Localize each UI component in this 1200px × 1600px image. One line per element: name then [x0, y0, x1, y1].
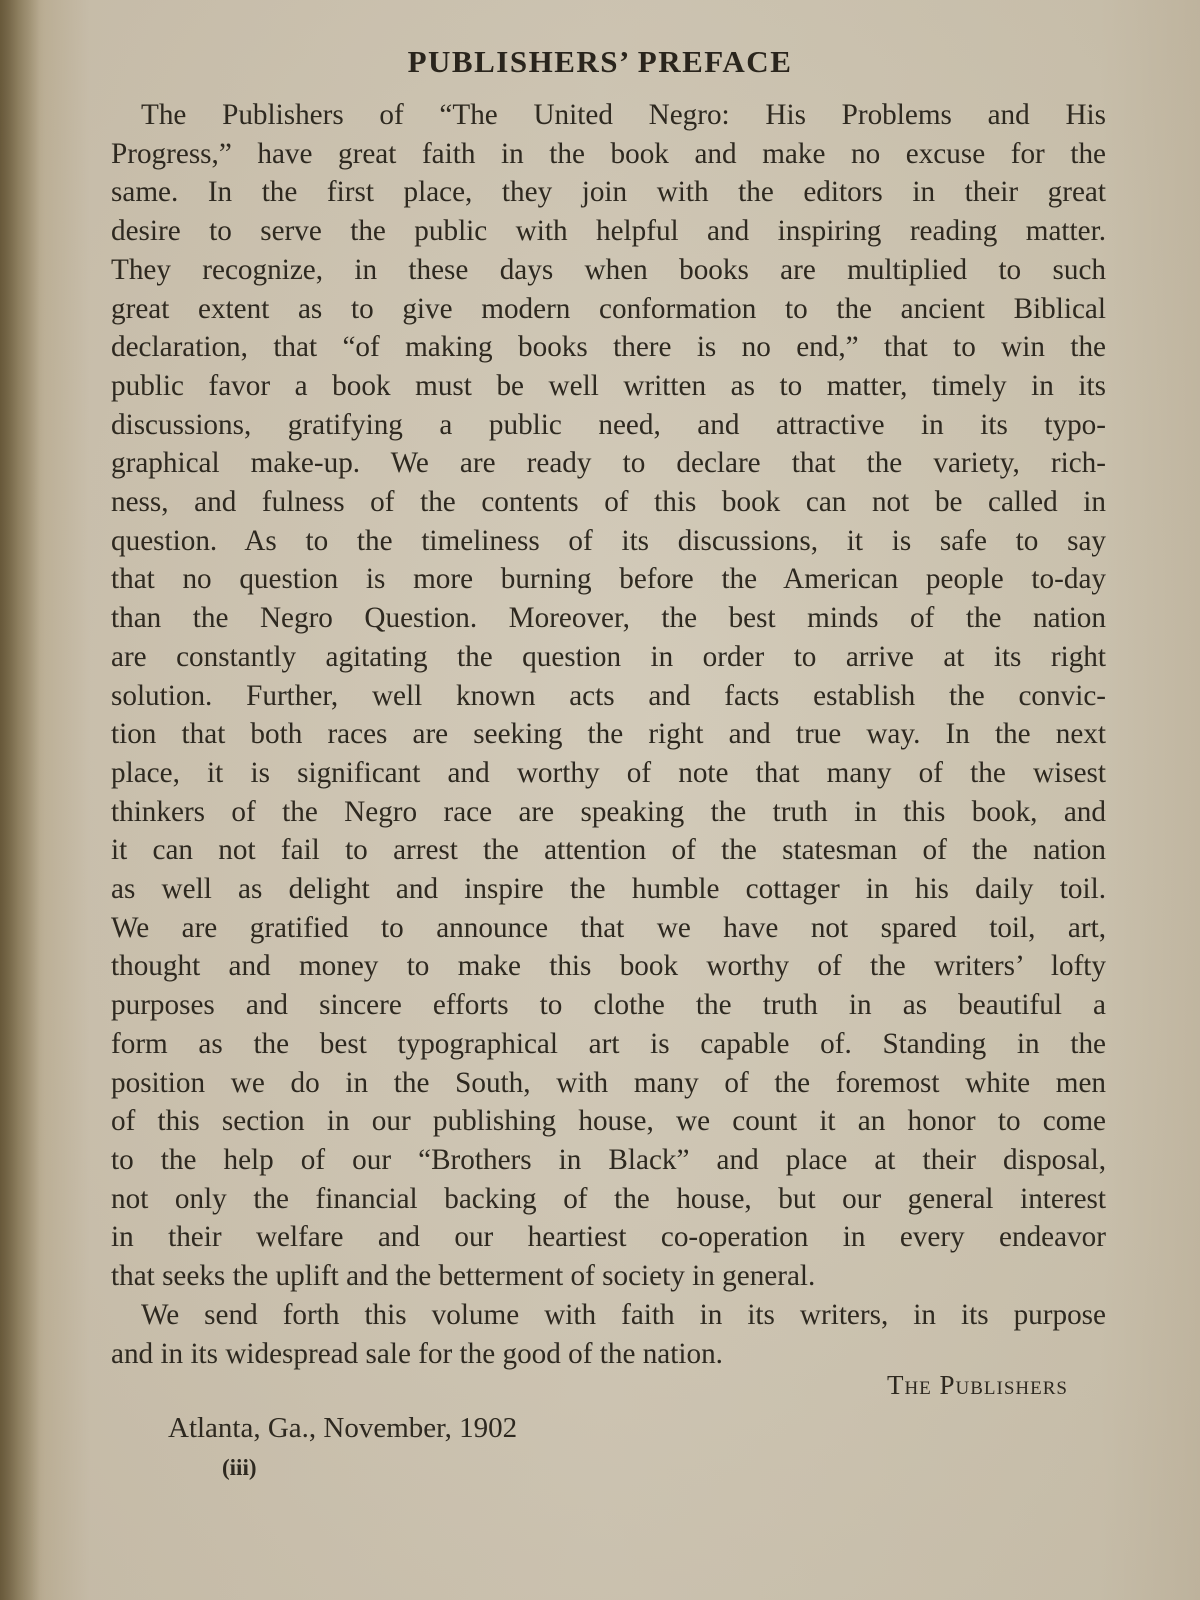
text-line: discussions, gratifying a public need, and attractive in its typo-: [111, 408, 1106, 441]
text-line: in their welfare and our heartiest co-operation in every endeavor: [111, 1221, 1106, 1254]
text-line: form as the best typographical art is capable of. Standing in the: [111, 1027, 1106, 1060]
text-line: that seeks the uplift and the betterment of society in general.: [111, 1260, 816, 1293]
spine-shadow: [0, 0, 40, 1600]
text-line: graphical make-up. We are ready to declare that the variety, rich-: [111, 447, 1106, 480]
text-line: are constantly agitating the question in order to arrive at its right: [111, 640, 1106, 673]
text-line: and in its widespread sale for the good of the nation.: [111, 1337, 723, 1370]
text-line: desire to serve the public with helpful and inspiring reading matter.: [111, 215, 1106, 248]
text-line: solution. Further, well known acts and facts establish the convic-: [111, 679, 1106, 712]
text-line: it can not fail to arrest the attention of the statesman of the nation: [111, 834, 1106, 867]
text-line: great extent as to give modern conformation to the ancient Biblical: [111, 292, 1106, 325]
text-line: than the Negro Question. Moreover, the best minds of the nation: [111, 602, 1106, 635]
preface-body: [111, 96, 1106, 1373]
text-line: tion that both races are seeking the right and true way. In the next: [111, 718, 1106, 751]
text-line: of this section in our publishing house, we count it an honor to come: [111, 1105, 1106, 1138]
text-line: ness, and fulness of the contents of this book can not be called in: [111, 486, 1106, 519]
text-line: Progress,” have great faith in the book and make no excuse for the: [111, 137, 1106, 170]
text-line: declaration, that “of making books there is no end,” that to win the: [111, 331, 1106, 364]
text-line: as well as delight and inspire the humble cottager in his daily toil.: [111, 873, 1106, 906]
text-line: same. In the first place, they join with the editors in their great: [111, 176, 1106, 209]
text-line: We are gratified to announce that we have not spared toil, art,: [111, 911, 1106, 944]
text-line: We send forth this volume with faith in its writers, in its purpose: [141, 1298, 1106, 1331]
text-line: They recognize, in these days when books are multiplied to such: [111, 253, 1106, 286]
text-line: purposes and sincere efforts to clothe the truth in as beautiful a: [111, 989, 1106, 1022]
text-line: that no question is more burning before the American people to-day: [111, 563, 1106, 596]
page-number: (iii): [222, 1455, 257, 1480]
paragraph-2: [111, 1296, 1106, 1373]
text-line: to the help of our “Brothers in Black” and place at their disposal,: [111, 1143, 1106, 1176]
text-line: place, it is significant and worthy of note that many of the wisest: [111, 756, 1106, 789]
page-title: PUBLISHERS’ PREFACE: [407, 44, 793, 79]
dateline: Atlanta, Ga., November, 1902: [168, 1412, 518, 1444]
text-line: public favor a book must be well written as to matter, timely in its: [111, 369, 1106, 402]
text-line: The Publishers of “The United Negro: His Problems and His: [141, 99, 1106, 131]
signature: The Publishers: [886, 1370, 1068, 1400]
paragraph-1: [111, 96, 1106, 1296]
text-line: thought and money to make this book worthy of the writers’ lofty: [111, 950, 1106, 983]
text-line: not only the financial backing of the house, but our general interest: [111, 1182, 1106, 1215]
text-line: thinkers of the Negro race are speaking the truth in this book, and: [111, 795, 1106, 828]
text-line: position we do in the South, with many of the foremost white men: [111, 1066, 1106, 1099]
text-line: question. As to the timeliness of its discussions, it is safe to say: [111, 524, 1106, 557]
